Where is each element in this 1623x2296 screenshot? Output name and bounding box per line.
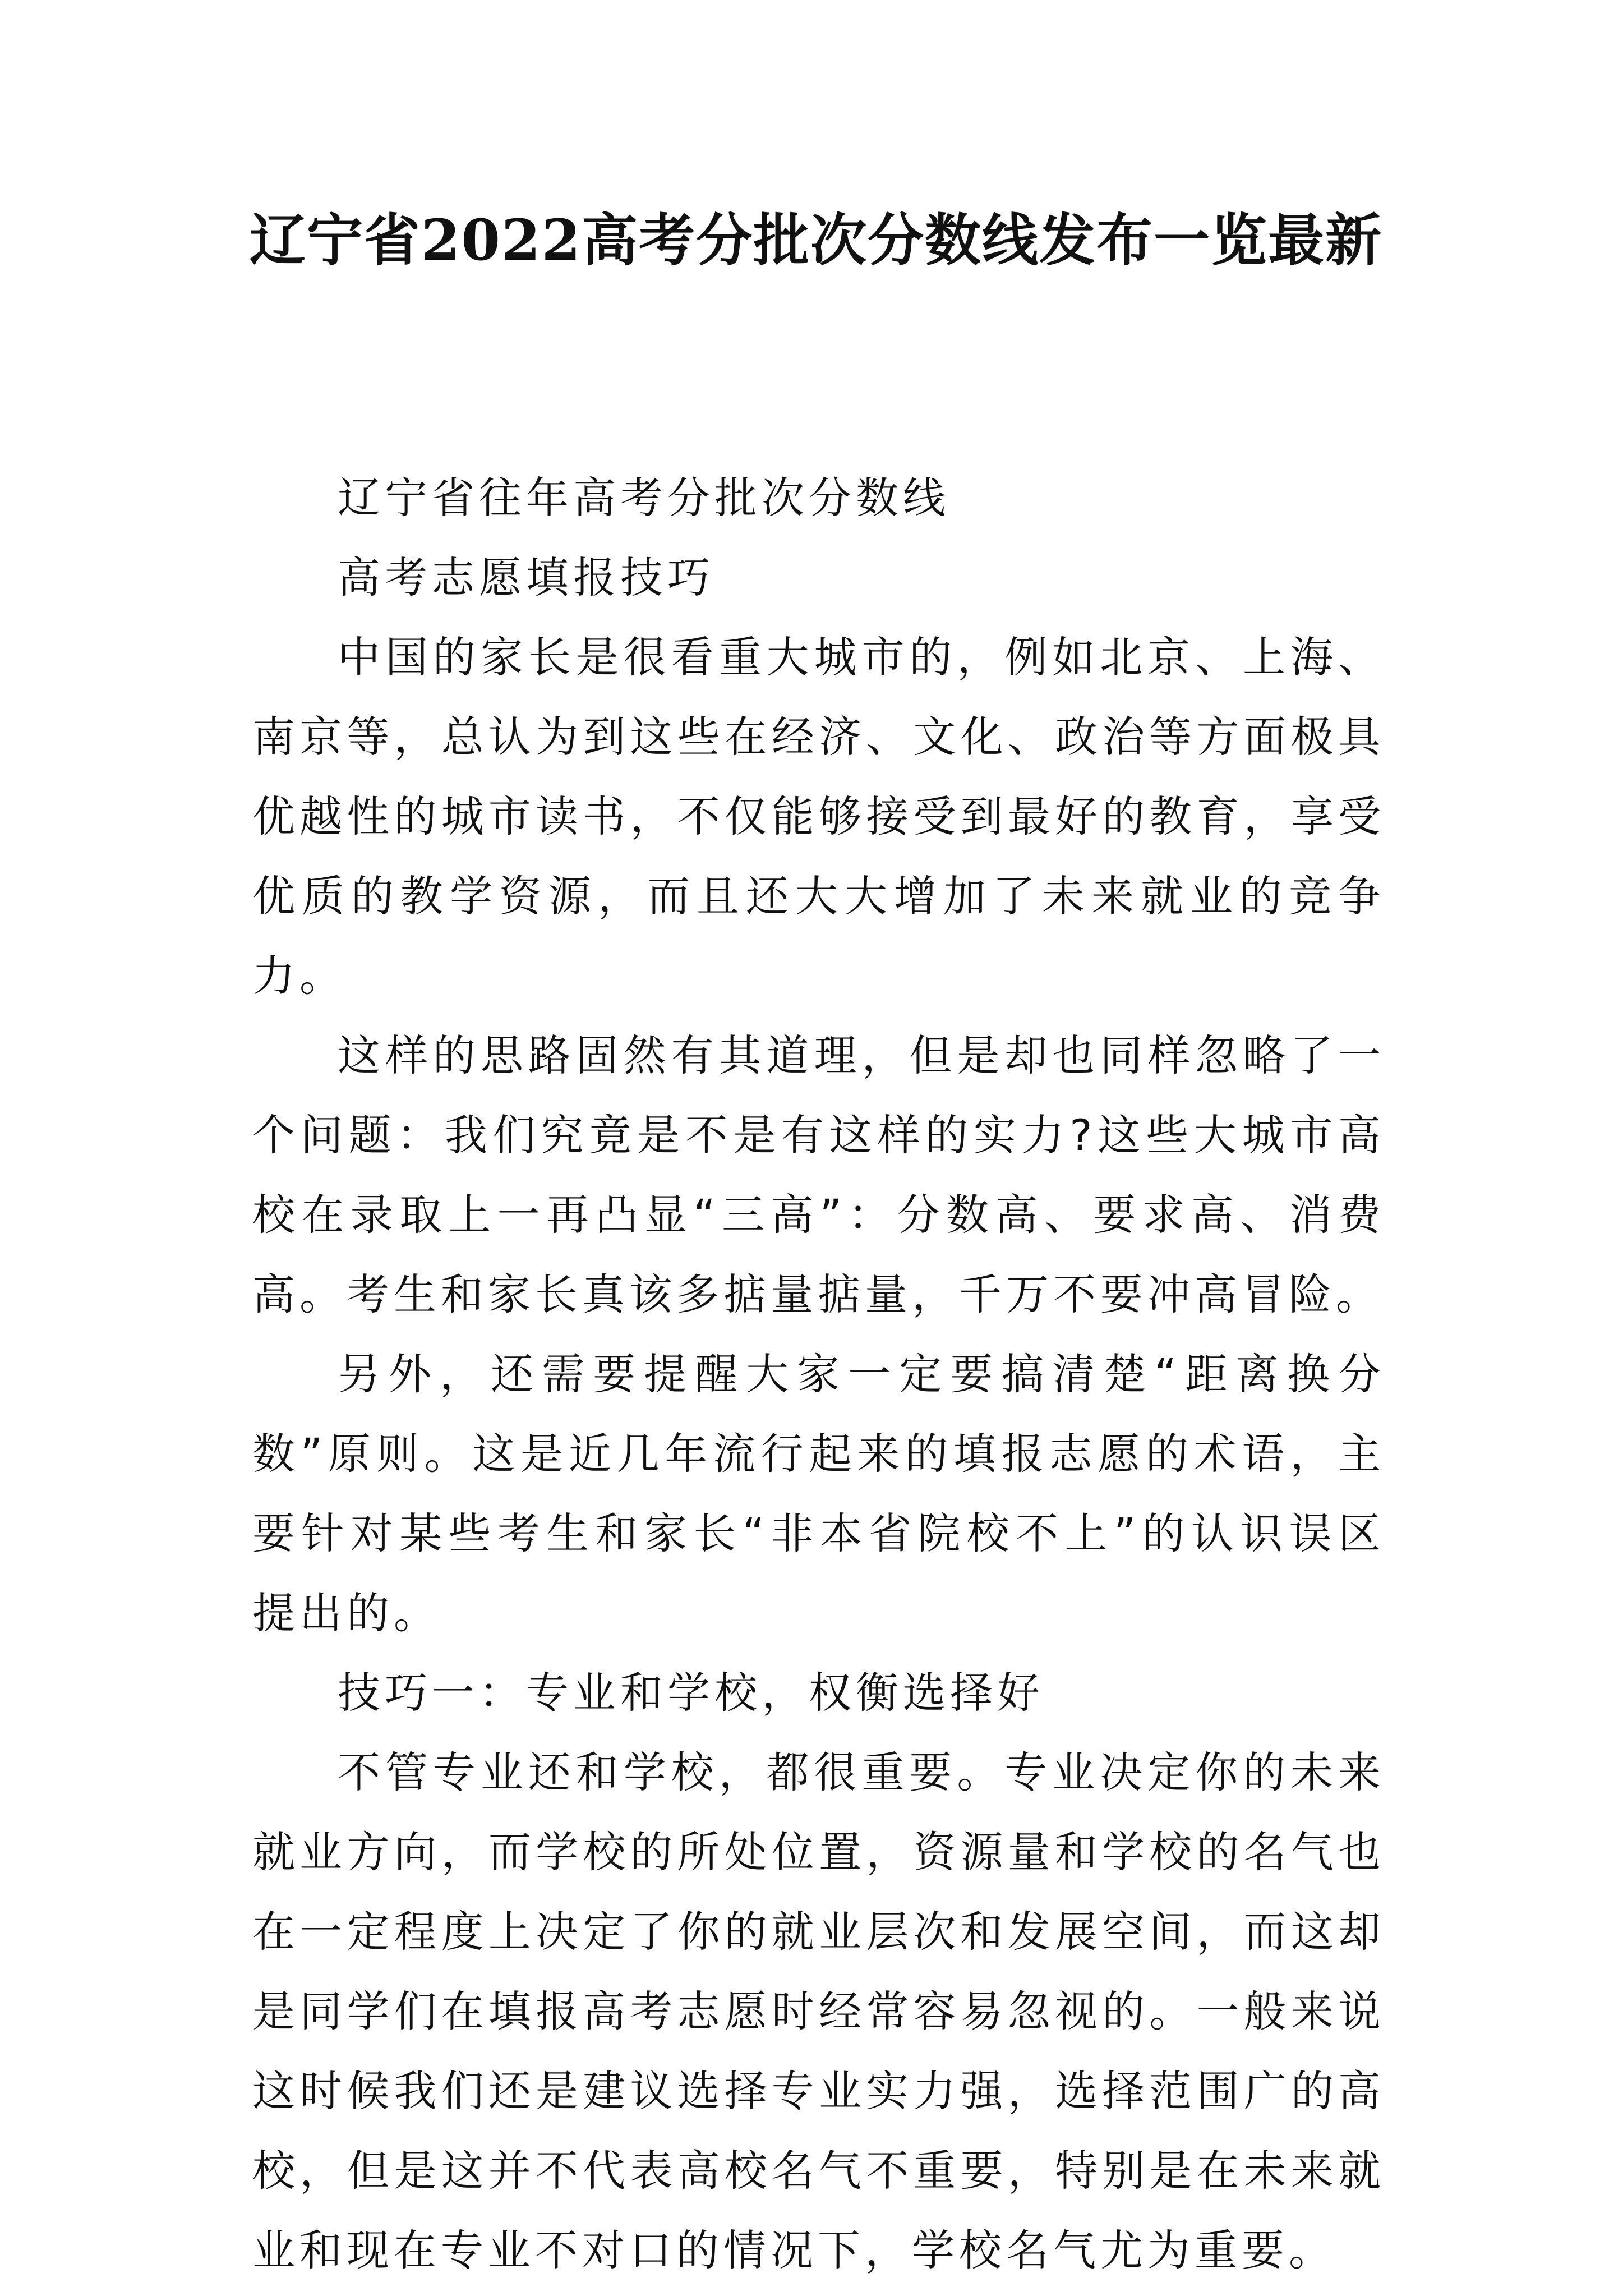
paragraph-big-city-preference: 中国的家长是很看重大城市的，例如北京、上海、南京等，总认为到这些在经济、文化、政治等方面极具优越性的城市读书，不仅能够接受到最好的教育，享受优质的教学资源，而且还大大增加了未来就业的竞争力。 (252, 632, 1385, 1001)
paragraph-application-tips-heading: 高考志愿填报技巧 (338, 553, 714, 602)
document-title: 辽宁省2022高考分批次分数线发布一览最新 (249, 207, 1383, 273)
paragraph-distance-for-score: 另外，还需要提醒大家一定要搞清楚“距离换分数”原则。这是近几年流行起来的填报志愿的术语，主要针对某些考生和家长“非本省院校不上”的认识误区提出的。 (252, 1349, 1385, 1638)
paragraph-past-score-lines: 辽宁省往年高考分批次分数线 (338, 473, 950, 523)
paragraph-tip-one-heading: 技巧一：专业和学校，权衡选择好 (338, 1668, 1044, 1718)
paragraph-major-and-school: 不管专业还和学校，都很重要。专业决定你的未来就业方向，而学校的所处位置，资源量和学校的名气也在一定程度上决定了你的就业层次和发展空间，而这却是同学们在填报高考志愿时经常容易忽视的。一般来说这时候我们还是建议选择专业实力强，选择范围广的高校，但是这并不代表高校名气不重要，特别是在未来就业和现在专业不对口的情况下，学校名气尤为重要。 (252, 1747, 1385, 2275)
document-body (252, 458, 1385, 2290)
paragraph-strength-consideration: 这样的思路固然有其道理，但是却也同样忽略了一个问题：我们究竟是不是有这样的实力?这些大城市高校在录取上一再凸显“三高”：分数高、要求高、消费高。考生和家长真该多掂量掂量，千万不要冲高冒险。 (252, 1030, 1385, 1319)
